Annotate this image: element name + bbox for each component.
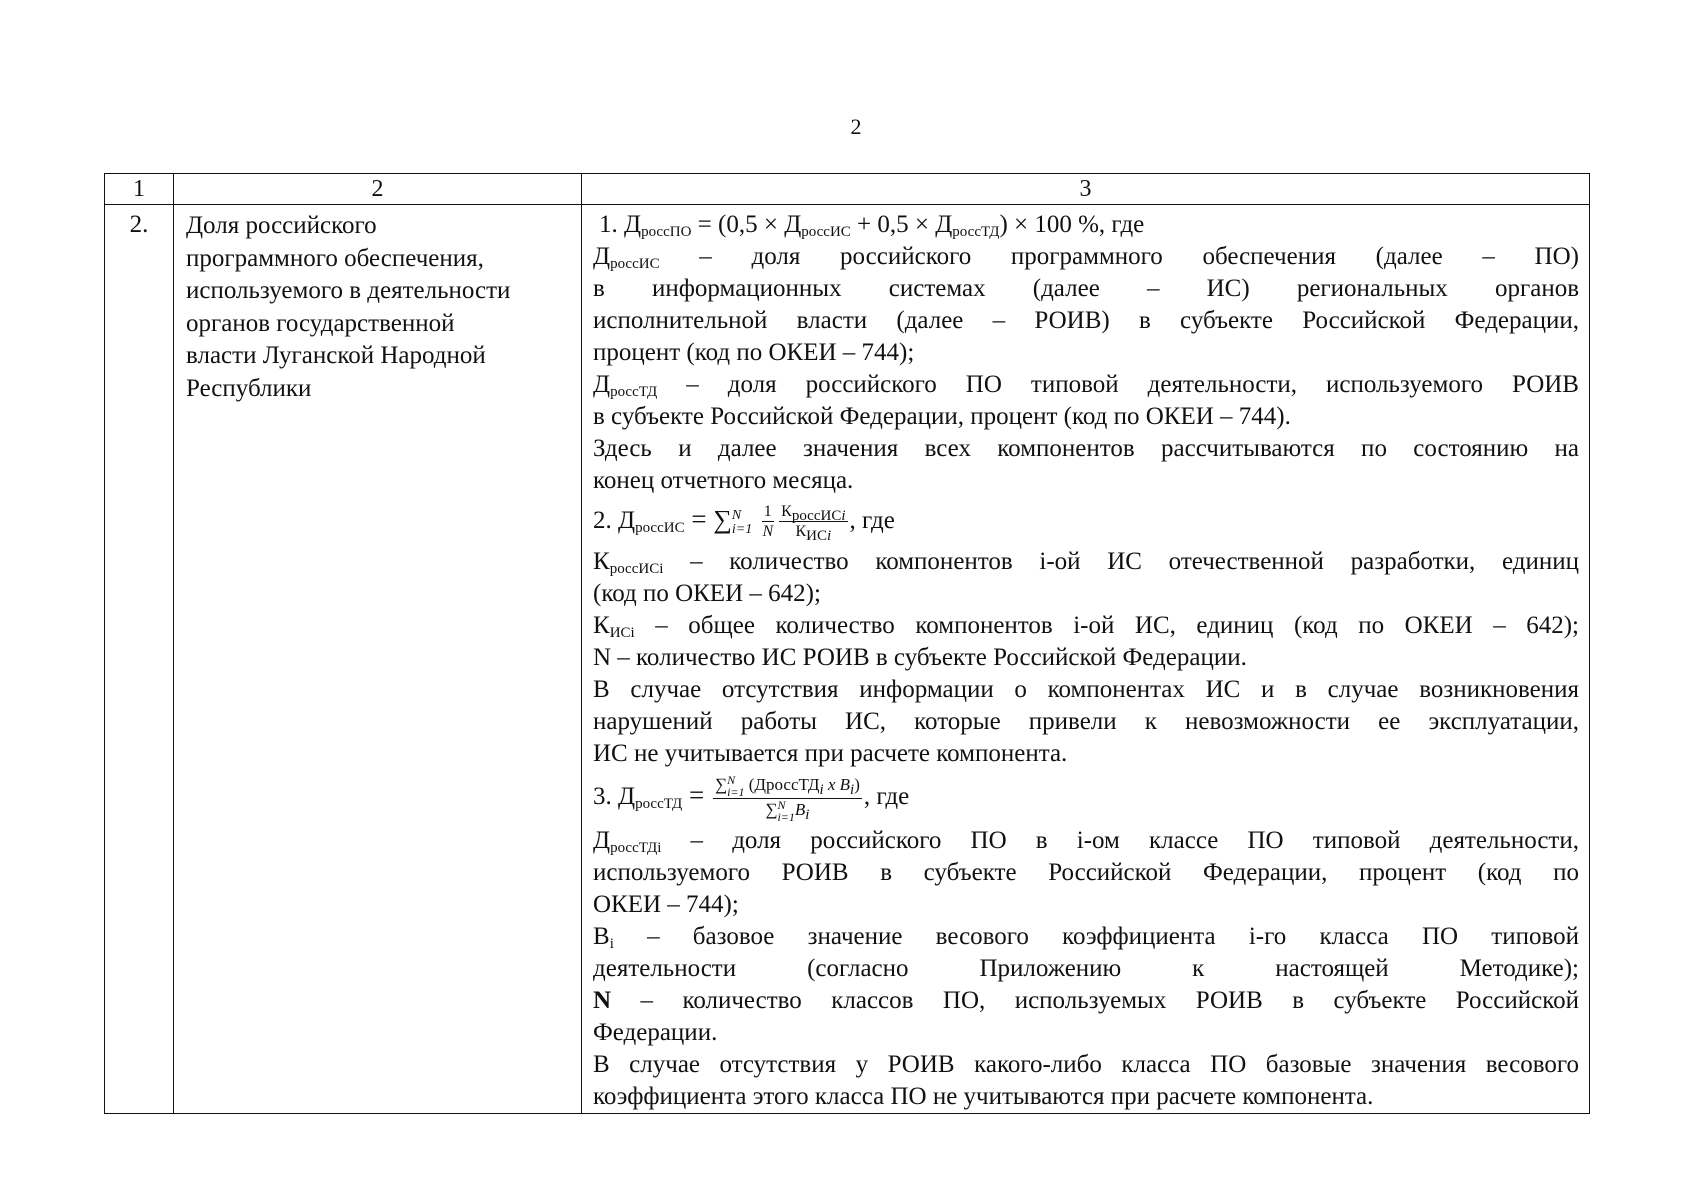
header-col-2: 2 — [174, 174, 582, 205]
definition-b-i: $В_i$ – базовое значение весового коэффициента i-го класса ПО типовой деятельности (согласно Приложению к настоящей Методике); — [593, 923, 1579, 982]
name-line: органов государственной — [186, 309, 455, 337]
note-reporting-period: Здесь и далее значения всех компонентов рассчитываются по состоянию на конец отчетного месяца. — [593, 435, 1579, 494]
indicator-name — [174, 205, 582, 1114]
table-header-row — [105, 174, 1590, 205]
name-line: Доля российского — [186, 212, 377, 239]
formula-3: 3. $Д_{россТД}$ = ∑ N i=1 (ДроссТД$_i$ x $B_i$) ∑ N i=1 $B_i$ , где — [593, 773, 910, 824]
definition-n-is: N – количество ИС РОИВ в субъекте Российской Федерации. — [593, 644, 1247, 671]
definition-k-is: $К_{ИСi}$ – общее количество компонентов i-ой ИС, единиц (код по ОКЕИ – 642); — [593, 612, 1579, 641]
definition-d-ross-tdi: $Д_{россТДi}$ – доля российского ПО в i-ом классе ПО типовой деятельности, используемого РОИВ в субъекте Российской Федерации, процент (код по ОКЕИ – 744); — [593, 827, 1579, 918]
calculation-method — [582, 205, 1590, 1114]
definition-d-ross-td: $Д_{россТД}$ – доля российского ПО типовой деятельности, используемого РОИВ в субъекте Российской Федерации, процент (код по ОКЕИ – 744). — [593, 371, 1579, 430]
page-number: 2 — [850, 114, 862, 139]
header-col-3: 3 — [582, 174, 1590, 205]
table-row — [105, 205, 1590, 1114]
formula-2: 2. $Д_{россИС}$ = ∑ N i=1 $\frac{1}{N}$ $\frac{К_{россИСi}}{К_{ИСi}}$ , где — [593, 503, 895, 544]
note-missing-class: В случае отсутствия у РОИВ какого-либо класса ПО базовые значения весового коэффициента этого класса ПО не учитываются при расчете компонента. — [593, 1051, 1579, 1110]
row-number: 2. — [105, 205, 174, 1114]
definition-n-classes: N – количество классов ПО, используемых РОИВ в субъекте Российской Федерации. — [593, 987, 1579, 1046]
definition-d-ross-is: $Д_{россИС}$ – доля российского программного обеспечения (далее – ПО) в информационных системах (далее – ИС) региональных органов исполнительной власти (далее – РОИВ) в субъекте Российской Федерации, процент (код по ОКЕИ – 744); — [593, 243, 1579, 366]
name-line: власти Луганской Народной — [186, 342, 486, 369]
header-col-1: 1 — [105, 174, 174, 205]
formula-1: 1. $Д_{россПО} = (0,5 \times Д_{россИС} + 0,5 \times Д_{россТД}) \times 100$ %, где — [599, 211, 1145, 240]
definition-k-ross-is: $К_{россИСi}$ – количество компонентов i-ой ИС отечественной разработки, единиц (код по ОКЕИ – 642); — [593, 548, 1579, 607]
name-line: используемого в деятельности — [186, 277, 511, 304]
methodology-table — [104, 173, 1590, 1114]
name-line: Республики — [186, 374, 312, 402]
note-missing-info: В случае отсутствия информации о компонентах ИС и в случае возникновения нарушений работы ИС, которые привели к невозможности ее эксплуатации, ИС не учитывается при расчете компонента. — [593, 676, 1579, 767]
name-line: программного обеспечения, — [186, 244, 484, 272]
